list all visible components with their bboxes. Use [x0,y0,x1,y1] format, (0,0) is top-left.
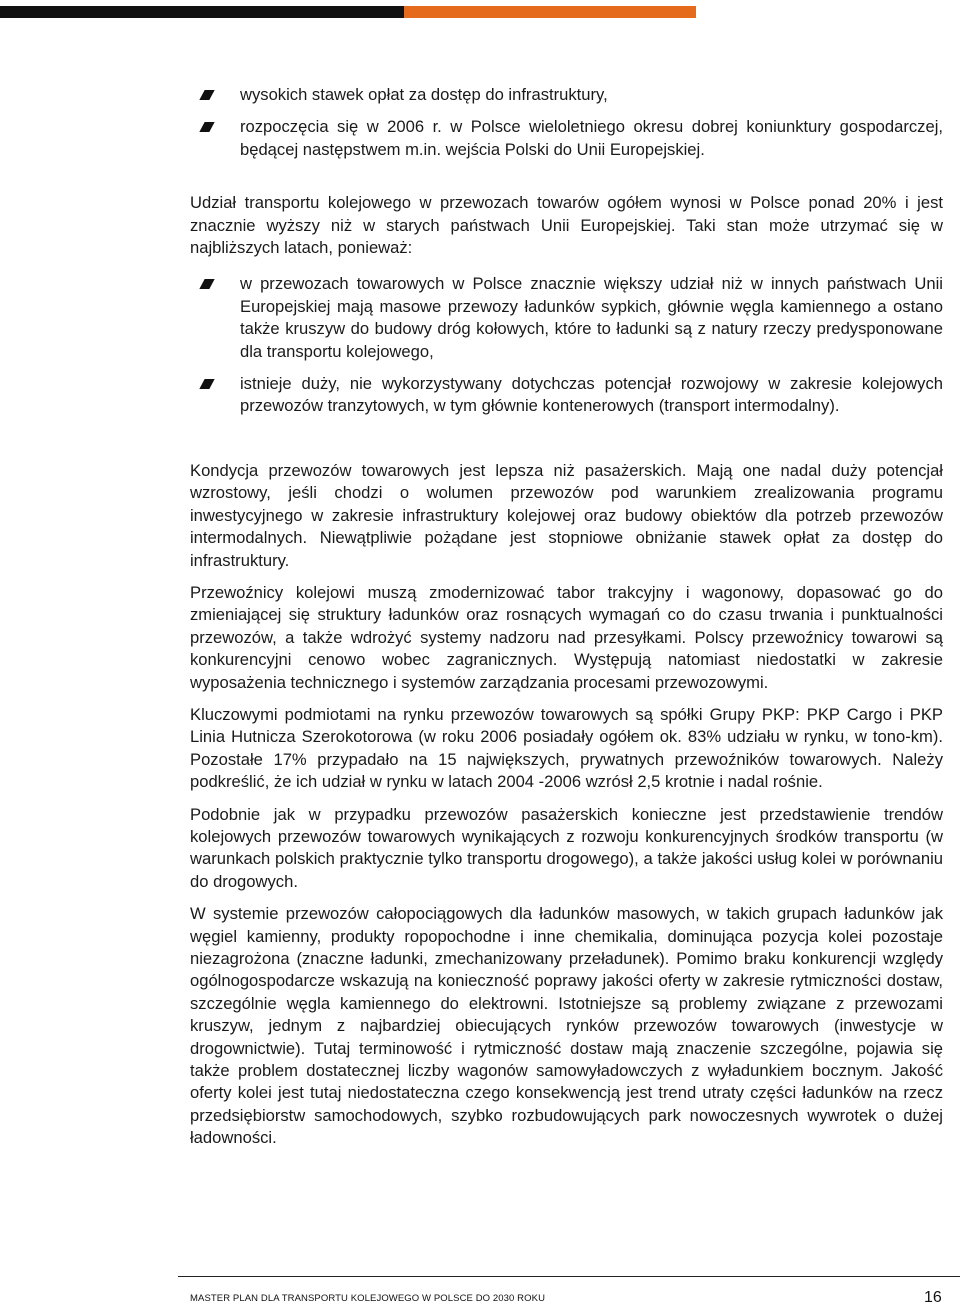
top-bullet-list [190,84,943,161]
paragraph: Kondycja przewozów towarowych jest lepsza niż pasażerskich. Mają one nadal duży potencjał wzrostowy, jeśli chodzi o wolumen przewozów pod warunkiem zrealizowania programu inwestycyjnego w zakresie infrastruktury kolejowej oraz budowy obiektów dla potrzeb przewozów intermodalnych. Niewątpliwie pożądane jest stopniowe obniżanie stawek opłat za dostęp do infrastruktury. [190,460,943,570]
paragraph: Podobnie jak w przypadku przewozów pasażerskich konieczne jest przedstawienie trendów kolejowych przewozów towarowych wynikających z rozwoju konkurencyjnych środków transportu (w warunkach polskich praktycznie tylko transportu drogowego), a także jakości usług kolei w porównaniu do drogowych. [190,804,943,891]
bullet-icon [199,279,214,289]
list-item-text: w przewozach towarowych w Polsce znacznie większy udział niż w innych państwach Unii Europejskiej mają masowe przewozy ładunków sypkich, głównie węgla kamiennego a ostano także kruszyw do budowy dróg kołowych, które to ładunki są z natury rzeczy predysponowane dla transportu kolejowego, [240,274,943,361]
list-item-text: istnieje duży, nie wykorzystywany dotychczas potencjał rozwojowy w zakresie kolejowych przewozów tranzytowych, w tym głównie kontenerowych (transport intermodalny). [240,374,943,416]
list-item-text: wysokich stawek opłat za dostęp do infrastruktury, [240,85,608,104]
bullet-icon [199,122,214,132]
header-bar-accent [404,6,696,18]
page-number: 16 [924,1289,942,1306]
list-item-text: rozpoczęcia się w 2006 r. w Polsce wieloletniego okresu dobrej koniunktury gospodarczej, będącej następstwem m.in. wejścia Polski do Unii Europejskiej. [240,117,943,159]
paragraph: Kluczowymi podmiotami na rynku przewozów towarowych są spółki Grupy PKP: PKP Cargo i PKP Linia Hutnicza Szerokotorowa (w roku 2006 posiadały ogółem ok. 83% udziału w rynku, w tono-km). Pozostałe 17% przypadało na 15 największych, prywatnych przewoźników towarowych. Należy podkreślić, że ich udział w rynku w latach 2004 -2006 wzrósł 2,5 krotnie i nadal rośnie. [190,704,943,792]
header-bar-dark [0,6,404,18]
paragraph: Przewoźnicy kolejowi muszą zmodernizować tabor trakcyjny i wagonowy, dopasować go do zmieniającej się struktury ładunków oraz rosnących wymagań co do czasu trwania i punktualności przewozów, a także wdrożyć systemy nadzoru nad przesyłkami. Polscy przewoźnicy towarowi są konkurencyjni cenowo wobec zagranicznych. Występują natomiast niedostatki w zakresie wyposażenia technicznego i systemów zarządzania procesami przewozowymi. [190,582,943,692]
footer-divider [178,1276,960,1277]
footer-document-title [190,1290,545,1304]
footer-title-text: MASTER PLAN DLA TRANSPORTU KOLEJOWEGO W POLSCE DO 2030 ROKU [190,1293,546,1304]
page-content [190,84,943,1150]
bullet-icon [199,90,214,100]
list-item [190,116,943,161]
list-item [190,273,943,363]
paragraph: Udział transportu kolejowego w przewozach towarów ogółem wynosi w Polsce ponad 20% i jest znacznie wyższy niż w starych państwach Unii Europejskiej. Taki stan może utrzymać się w najbliższych latach, ponieważ: [190,193,943,258]
list-item [190,373,943,418]
list-item [190,84,943,106]
second-bullet-list [190,273,943,417]
bullet-icon [199,379,214,389]
paragraph: W systemie przewozów całopociągowych dla ładunków masowych, w takich grupach ładunków jak węgiel kamienny, produkty ropopochodne i inne chemikalia, dominująca pozycja kolei pozostaje niezagrożona (znaczne ładunki, zmechanizowany przeładunek). Pomimo braku konkurencji względy ogólnogospodarcze wskazują na konieczność poprawy jakości oferty w zakresie rytmiczności dostaw, szczególnie węgla kamiennego do elektrowni. Istotniejsze są problemy związane z przewozami kruszyw, jednym z najbardziej obiecujących rynków przewozów towarowych (inwestycje w drogownictwie). Tutaj terminowość i rytmiczność dostaw mają znaczenie szczególne, pojawia się także problem dostatecznej liczby wagonów samowyładowczych z wyładunkiem bocznym. Jakość oferty kolei jest tutaj niedostateczna czego konsekwencją jest trend utraty części ładunków na rzecz przedsiębiorstw samochodowych, szybko rozbudowujących park nowoczesnych wywrotek o dużej ładowności. [190,904,943,1148]
